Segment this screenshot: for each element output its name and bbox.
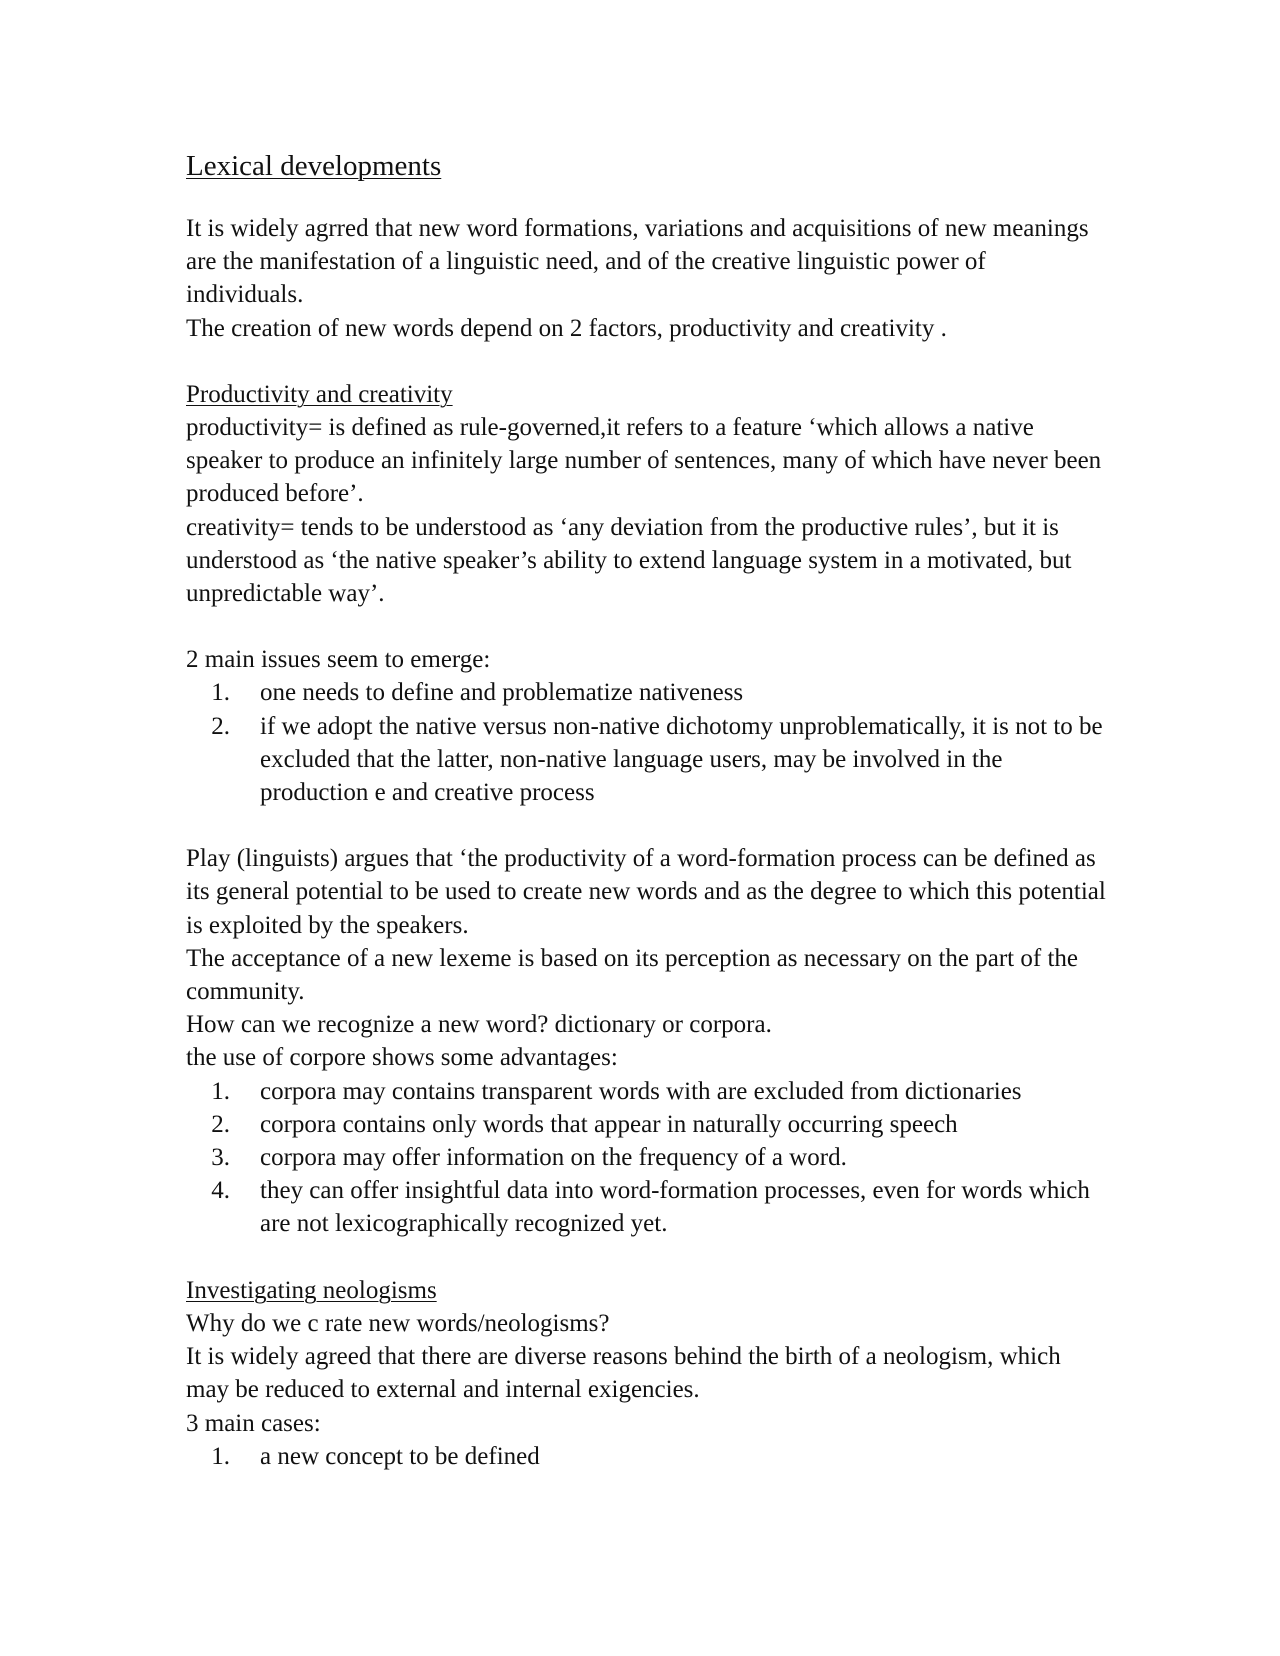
list-item-text: a new concept to be defined xyxy=(260,1442,540,1470)
list-number: 2. xyxy=(211,1110,230,1138)
section-heading-productivity: Productivity and creativity xyxy=(186,380,453,408)
list-item xyxy=(186,1440,1106,1473)
section-heading-neologisms: Investigating neologisms xyxy=(186,1276,437,1304)
list-item xyxy=(186,1075,1106,1108)
list-item-text: corpora may offer information on the frequency of a word. xyxy=(260,1144,847,1172)
issues-list xyxy=(186,676,1106,809)
issues-lead: 2 main issues seem to emerge: xyxy=(186,646,491,674)
list-item-text: they can offer insightful data into word-formation processes, even for words which are not lexicographically recognized yet. xyxy=(260,1177,1090,1238)
cases-lead: 3 main cases: xyxy=(186,1409,321,1437)
list-item xyxy=(186,1108,1106,1141)
list-item xyxy=(186,1141,1106,1174)
neologism-question: Why do we c rate new words/neologisms? xyxy=(186,1309,610,1337)
cases-list xyxy=(186,1440,1106,1473)
document-page xyxy=(186,146,1106,1473)
neologism-paragraph: It is widely agreed that there are diverse reasons behind the birth of a neologism, which may be reduced to external and internal exigencies. xyxy=(186,1343,1061,1404)
list-item-text: corpora may contains transparent words with are excluded from dictionaries xyxy=(260,1077,1022,1105)
list-item xyxy=(186,710,1106,810)
productivity-definition: productivity= is defined as rule-governed,it refers to a feature ‘which allows a native speaker to produce an infinitely large number of sentences, many of which have never been produced before’. xyxy=(186,414,1102,508)
list-number: 4. xyxy=(211,1177,230,1205)
creativity-definition: creativity= tends to be understood as ‘any deviation from the productive rules’, but it is understood as ‘the native speaker’s ability to extend language system in a motivated, but unpredictable way’. xyxy=(186,513,1072,608)
list-item-text: one needs to define and problematize nativeness xyxy=(260,679,744,707)
list-item-text: corpora contains only words that appear in naturally occurring speech xyxy=(260,1110,958,1138)
list-item-text: if we adopt the native versus non-native dichotomy unproblematically, it is not to be excluded that the latter, non-native language users, may be involved in the production e and creative process xyxy=(260,712,1103,807)
list-number: 1. xyxy=(211,679,230,707)
list-number: 3. xyxy=(211,1144,230,1172)
recognize-question: How can we recognize a new word? dictionary or corpora. xyxy=(186,1011,772,1039)
page-title: Lexical developments xyxy=(186,150,442,182)
list-number: 1. xyxy=(211,1077,230,1105)
intro-paragraph: It is widely agrred that new word formations, variations and acquisitions of new meanings are the manifestation of a linguistic need, and of the creative linguistic power of individuals. xyxy=(186,215,1089,309)
lexeme-acceptance-paragraph: The acceptance of a new lexeme is based on its perception as necessary on the part of the community. xyxy=(186,944,1078,1006)
list-item xyxy=(186,676,1106,709)
play-paragraph: Play (linguists) argues that ‘the productivity of a word-formation process can be defined as its general potential to be used to create new words and as the degree to which this potential is exploited by the speakers. xyxy=(186,845,1106,939)
list-number: 2. xyxy=(211,712,230,740)
intro-paragraph: The creation of new words depend on 2 factors, productivity and creativity . xyxy=(186,314,947,342)
spacer xyxy=(186,809,1106,842)
spacer xyxy=(186,1241,1106,1274)
spacer xyxy=(186,345,1106,378)
list-number: 1. xyxy=(211,1442,230,1470)
advantages-list xyxy=(186,1075,1106,1241)
corpora-lead: the use of corpore shows some advantages: xyxy=(186,1044,618,1072)
list-item xyxy=(186,1174,1106,1240)
spacer xyxy=(186,610,1106,643)
